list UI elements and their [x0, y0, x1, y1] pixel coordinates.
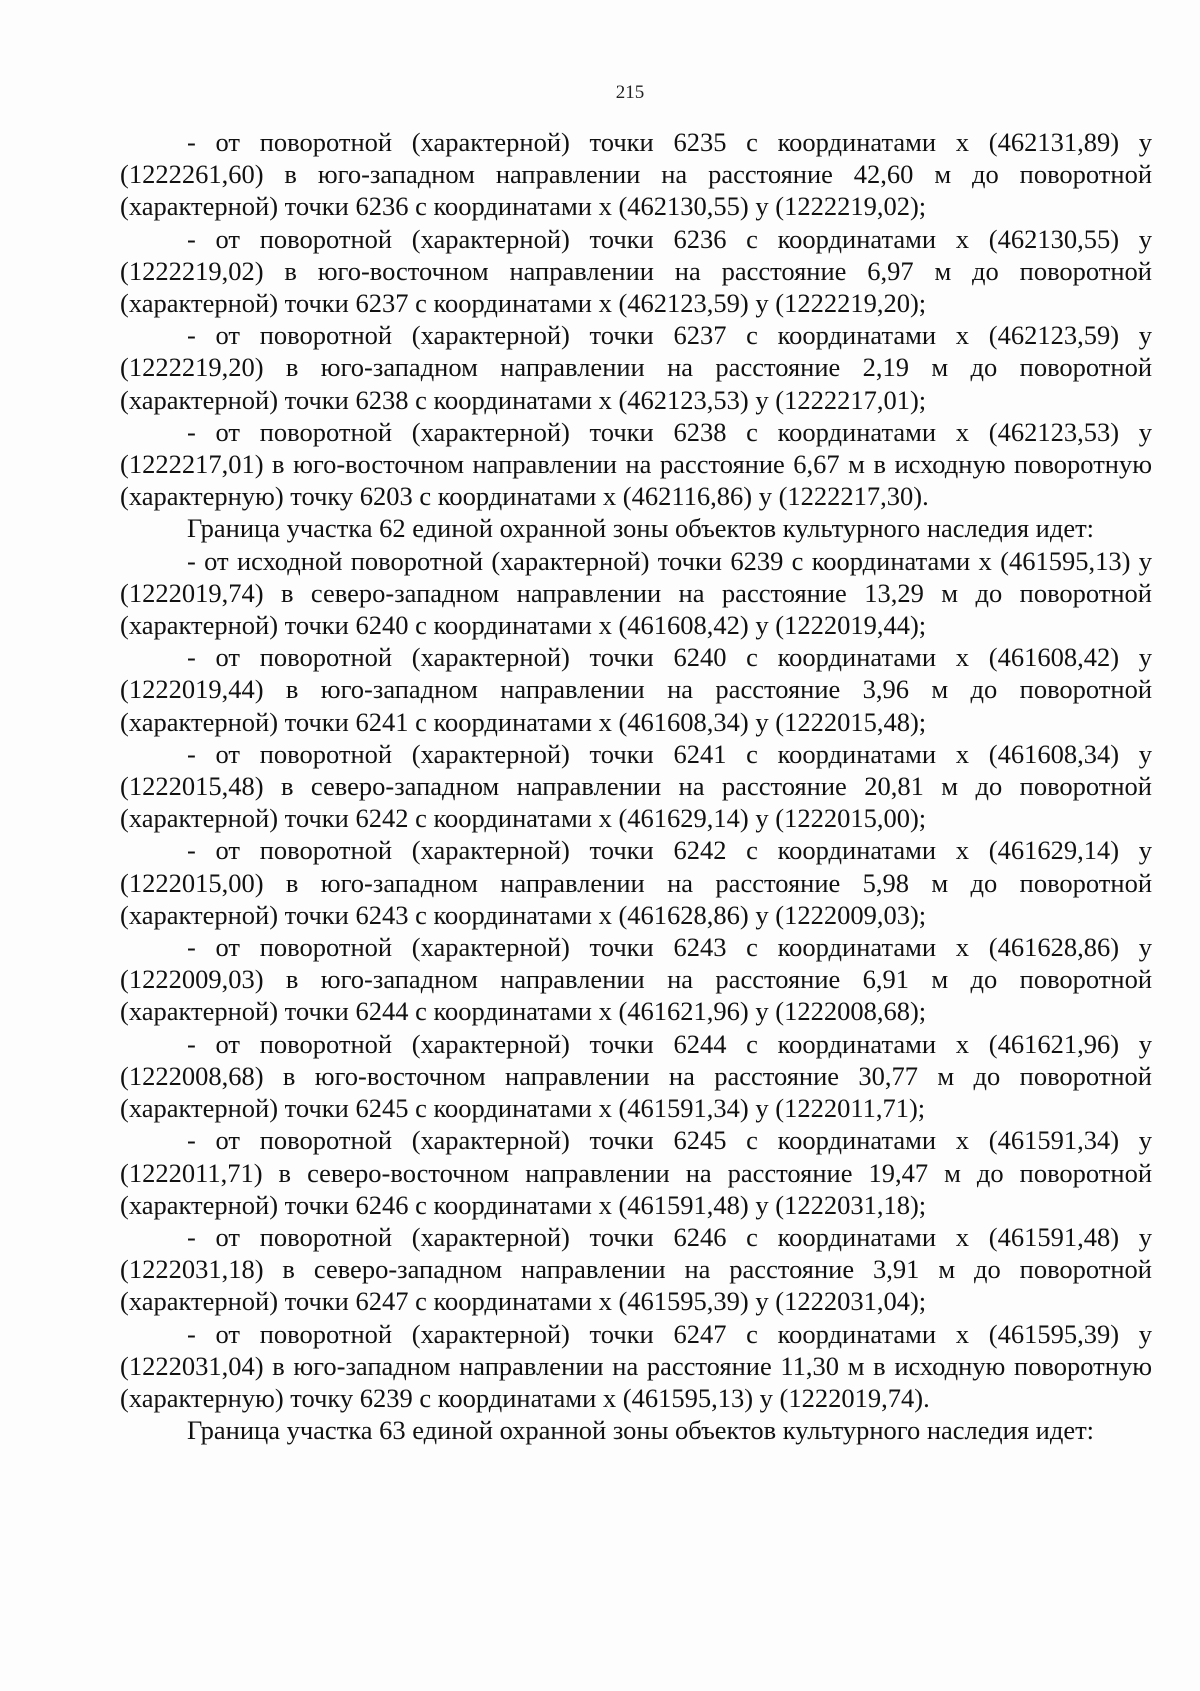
boundary-segment-6237-6238: - от поворотной (характерной) точки 6237 с координатами x (462123,59) y (1222219,20) в юго-западном направлении на расстояние 2,19 м до поворотной (характерной) точки 6238 с координатами x (462123,53) y (1222217,01);: [120, 320, 1152, 415]
document-body: [120, 126, 1152, 1446]
boundary-segment-6244-6245: - от поворотной (характерной) точки 6244 с координатами x (461621,96) y (1222008,68) в юго-восточном направлении на расстояние 30,77 м до поворотной (характерной) точки 6245 с координатами x (461591,34) y (1222011,71);: [120, 1028, 1152, 1124]
page-number: 215: [615, 82, 645, 103]
boundary-segment-6241-6242: - от поворотной (характерной) точки 6241 с координатами x (461608,34) y (1222015,48) в северо-западном направлении на расстояние 20,81 м до поворотной (характерной) точки 6242 с координатами x (461629,14) y (1222015,00);: [120, 738, 1152, 834]
boundary-segment-6240-6241: - от поворотной (характерной) точки 6240 с координатами x (461608,42) y (1222019,44) в юго-западном направлении на расстояние 3,96 м до поворотной (характерной) точки 6241 с координатами x (461608,34) y (1222015,48);: [120, 642, 1152, 737]
boundary-segment-6238-6203: - от поворотной (характерной) точки 6238 с координатами x (462123,53) y (1222217,01) в юго-восточном направлении на расстояние 6,67 м в исходную поворотную (характерную) точку 6203 с координатами x (462116,86) y (1222217,30).: [120, 416, 1152, 512]
section-heading-plot-62: Граница участка 62 единой охранной зоны объектов культурного наследия идет:: [187, 513, 1095, 544]
boundary-segment-6236-6237: - от поворотной (характерной) точки 6236 с координатами x (462130,55) y (1222219,02) в юго-восточном направлении на расстояние 6,97 м до поворотной (характерной) точки 6237 с координатами x (462123,59) y (1222219,20);: [120, 223, 1152, 319]
boundary-segment-6239-6240: - от исходной поворотной (характерной) точки 6239 с координатами x (461595,13) y (1222019,74) в северо-западном направлении на расстояние 13,29 м до поворотной (характерной) точки 6240 с координатами x (461608,42) y (1222019,44);: [120, 545, 1152, 641]
boundary-segment-6243-6244: - от поворотной (характерной) точки 6243 с координатами x (461628,86) y (1222009,03) в юго-западном направлении на расстояние 6,91 м до поворотной (характерной) точки 6244 с координатами x (461621,96) y (1222008,68);: [120, 932, 1152, 1027]
section-heading-plot-63: Граница участка 63 единой охранной зоны объектов культурного наследия идет:: [187, 1415, 1095, 1446]
boundary-segment-6247-6239: - от поворотной (характерной) точки 6247 с координатами x (461595,39) y (1222031,04) в юго-западном направлении на расстояние 11,30 м в исходную поворотную (характерную) точку 6239 с координатами x (461595,13) y (1222019,74).: [120, 1318, 1152, 1413]
boundary-segment-6245-6246: - от поворотной (характерной) точки 6245 с координатами x (461591,34) y (1222011,71) в северо-восточном направлении на расстояние 19,47 м до поворотной (характерной) точки 6246 с координатами x (461591,48) y (1222031,18);: [120, 1125, 1152, 1220]
boundary-segment-6246-6247: - от поворотной (характерной) точки 6246 с координатами x (461591,48) y (1222031,18) в северо-западном направлении на расстояние 3,91 м до поворотной (характерной) точки 6247 с координатами x (461595,39) y (1222031,04);: [120, 1221, 1152, 1317]
boundary-segment-6242-6243: - от поворотной (характерной) точки 6242 с координатами x (461629,14) y (1222015,00) в юго-западном направлении на расстояние 5,98 м до поворотной (характерной) точки 6243 с координатами x (461628,86) y (1222009,03);: [120, 835, 1152, 930]
boundary-segment-6235-6236: - от поворотной (характерной) точки 6235 с координатами x (462131,89) y (1222261,60) в юго-западном направлении на расстояние 42,60 м до поворотной (характерной) точки 6236 с координатами x (462130,55) y (1222219,02);: [120, 127, 1152, 222]
